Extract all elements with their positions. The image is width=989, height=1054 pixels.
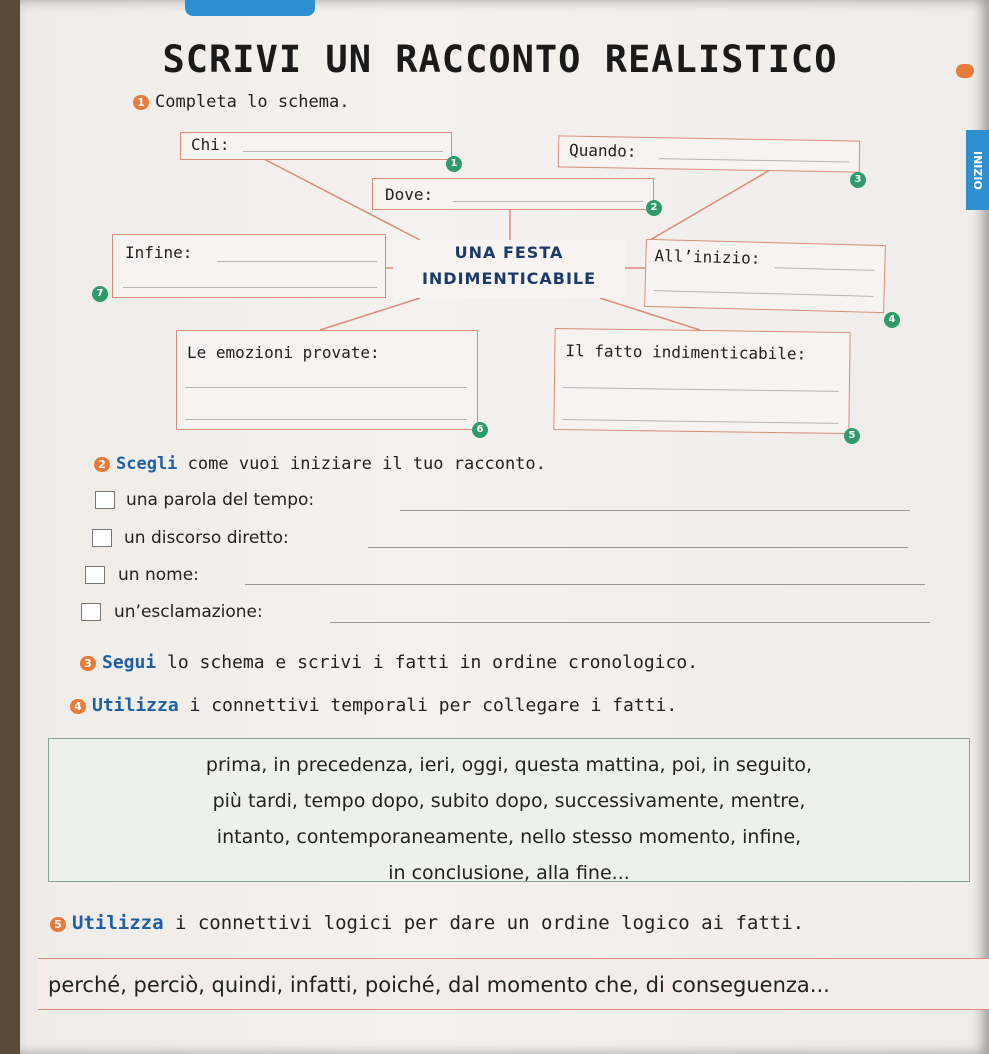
option-checkbox-1[interactable] (95, 491, 115, 509)
temporal-line-2: più tardi, tempo dopo, subito dopo, successivamente, mentre, (212, 790, 806, 812)
chi-label: Chi: (191, 135, 230, 154)
marker-7: 7 (92, 286, 108, 302)
option-line-3[interactable] (245, 584, 925, 585)
option-line-4[interactable] (330, 622, 930, 623)
step3-instruction (80, 652, 698, 673)
step1-text: Completa lo schema. (155, 92, 350, 112)
option-checkbox-3[interactable] (85, 566, 105, 584)
infine-line-1[interactable] (217, 261, 377, 262)
step2-instruction (94, 454, 546, 474)
schema-infine-box (112, 234, 386, 298)
fatto-label: Il fatto indimenticabile: (565, 341, 807, 364)
temporal-line-1: prima, in precedenza, ieri, oggi, questa mattina, poi, in seguito, (205, 754, 813, 776)
marker-1: 1 (446, 156, 462, 172)
temporal-line-4: in conclusione, alla fine... (388, 862, 630, 884)
fatto-line-2[interactable] (562, 419, 838, 424)
temporal-line-3: intanto, contemporaneamente, nello stesso momento, infine, (216, 826, 802, 848)
schema-center-title (393, 240, 625, 298)
step4-verb: Utilizza (92, 695, 179, 716)
infine-label: Infine: (125, 243, 193, 262)
allinizio-line-2[interactable] (654, 290, 874, 297)
schema-quando-box (558, 135, 861, 172)
step3-text: lo schema e scrivi i fatti in ordine cronologico. (156, 652, 699, 673)
step4-instruction (70, 695, 677, 716)
step1-number: 1 (133, 95, 149, 110)
step5-verb: Utilizza (72, 912, 164, 934)
center-line-1: UNA FESTA (454, 243, 564, 262)
side-tab: INIZIO (966, 130, 989, 210)
step5-text: i connettivi logici per dare un ordine logico ai fatti. (163, 912, 805, 934)
allinizio-line-1[interactable] (774, 267, 874, 271)
page-title: SCRIVI UN RACCONTO REALISTICO (162, 38, 838, 81)
logical-connectives-box (38, 958, 989, 1010)
option-label-2: un discorso diretto: (124, 528, 289, 548)
logical-connectives-text: perché, perciò, quindi, infatti, poiché, dal momento che, di conseguenza... (48, 973, 830, 997)
option-checkbox-4[interactable] (81, 603, 101, 621)
allinizio-label: All’inizio: (654, 246, 761, 268)
schema-emozioni-box (176, 330, 478, 430)
dove-line[interactable] (453, 201, 643, 202)
step4-number: 4 (70, 699, 86, 714)
quando-label: Quando: (568, 140, 637, 161)
marker-2: 2 (646, 200, 662, 216)
schema-allinizio-box (644, 239, 886, 313)
infine-line-2[interactable] (123, 287, 377, 288)
option-label-3: un nome: (118, 565, 199, 585)
quando-line[interactable] (659, 158, 849, 162)
option-line-2[interactable] (368, 547, 908, 548)
step5-number: 5 (50, 917, 66, 932)
schema-dove-box (372, 178, 654, 210)
temporal-connectives-box (48, 738, 970, 882)
marker-3: 3 (850, 172, 866, 188)
schema-chi-box (180, 132, 452, 160)
step3-verb: Segui (102, 652, 157, 673)
emozioni-label: Le emozioni provate: (187, 343, 380, 362)
step5-instruction (50, 912, 804, 934)
option-label-1: una parola del tempo: (126, 490, 315, 510)
step3-number: 3 (80, 656, 96, 671)
marker-5: 5 (844, 428, 860, 444)
option-checkbox-2[interactable] (92, 529, 112, 547)
dove-label: Dove: (385, 185, 434, 204)
marker-4: 4 (884, 312, 900, 328)
schema-fatto-box (553, 328, 850, 434)
chi-line[interactable] (243, 151, 443, 152)
fatto-line-1[interactable] (563, 387, 839, 392)
center-line-2: INDIMENTICABILE (421, 269, 597, 288)
step2-number: 2 (94, 457, 110, 472)
step4-text: i connettivi temporali per collegare i fatti. (178, 695, 678, 716)
marker-6: 6 (472, 422, 488, 438)
step2-text: come vuoi iniziare il tuo racconto. (177, 454, 546, 474)
emozioni-line-1[interactable] (185, 387, 467, 388)
option-line-1[interactable] (400, 510, 910, 511)
emozioni-line-2[interactable] (185, 419, 467, 420)
step2-verb: Scegli (116, 454, 178, 474)
option-label-4: un’esclamazione: (114, 602, 263, 622)
